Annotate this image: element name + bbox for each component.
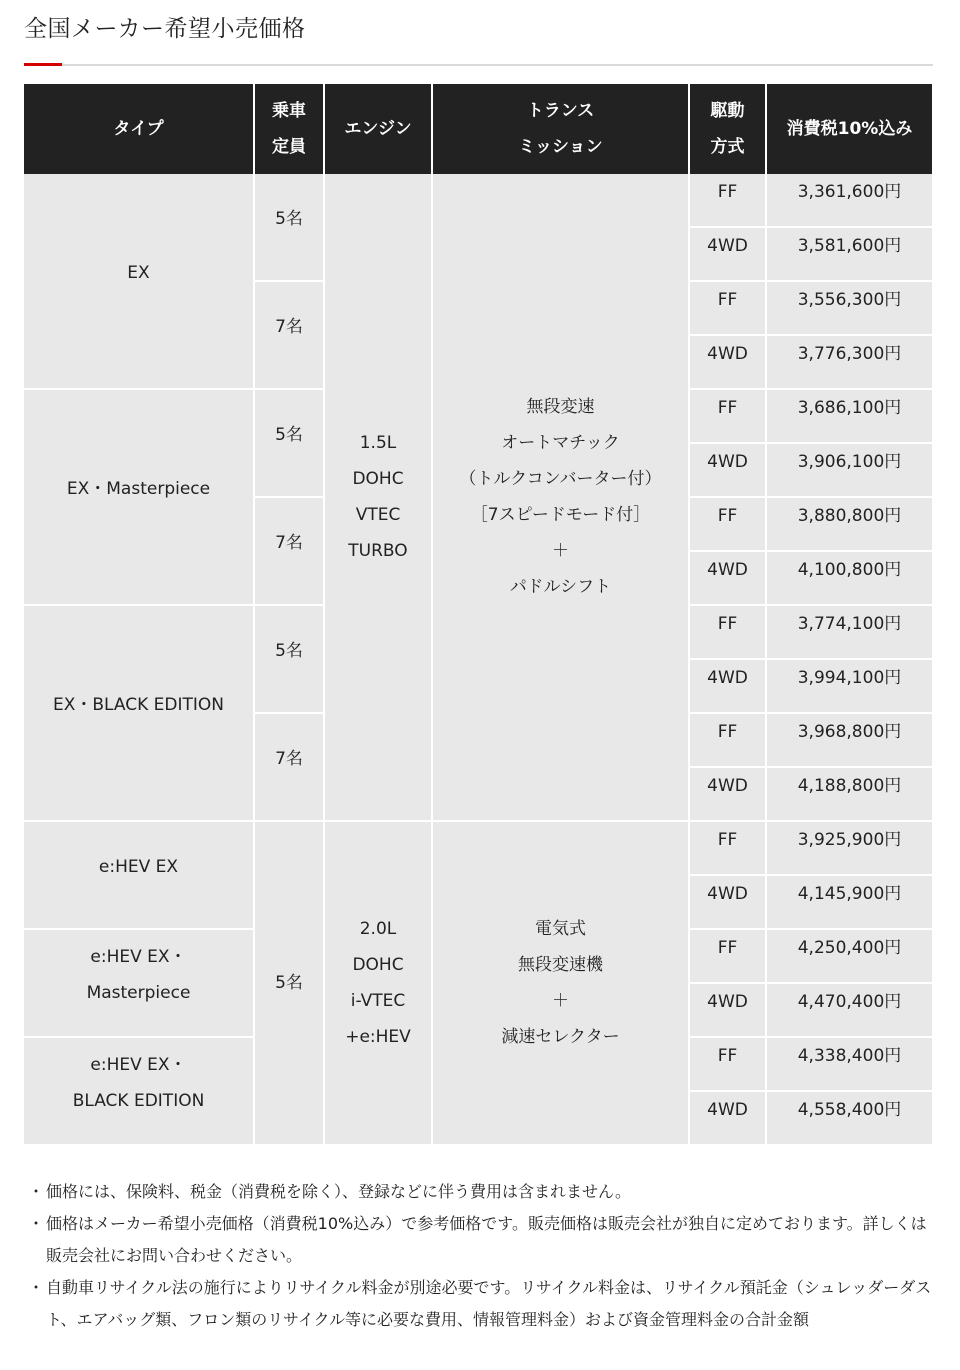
price-cell: 4,188,800円 [767,768,932,822]
drive-cell: 4WD [690,228,767,282]
price-cell: 3,774,100円 [767,606,932,660]
drive-cell: FF [690,822,767,876]
drive-cell: 4WD [690,984,767,1038]
drive-cell: 4WD [690,876,767,930]
seats-cell: 5名 [255,606,325,714]
engine-cell: 2.0L DOHC i-VTEC +e:HEV [325,822,433,1146]
bullet-icon: ・ [28,1214,45,1233]
price-cell: 3,968,800円 [767,714,932,768]
seats-cell: 7名 [255,282,325,390]
price-cell: 3,925,900円 [767,822,932,876]
notes-list [24,1176,934,1336]
header-price: 消費税10%込み [767,84,932,174]
seats-cell: 5名 [255,174,325,282]
type-cell: EX [24,174,255,390]
price-cell: 4,338,400円 [767,1038,932,1092]
bullet-icon: ・ [28,1182,45,1201]
price-cell: 3,581,600円 [767,228,932,282]
type-cell: e:HEV EX・ BLACK EDITION [24,1038,255,1146]
price-cell: 4,250,400円 [767,930,932,984]
header-transmission: トランス ミッション [433,84,690,174]
drive-cell: FF [690,174,767,228]
drive-cell: FF [690,390,767,444]
list-item [24,1176,934,1208]
drive-cell: FF [690,930,767,984]
drive-cell: 4WD [690,660,767,714]
drive-cell: FF [690,282,767,336]
type-cell: e:HEV EX [24,822,255,930]
bullet-icon: ・ [28,1278,45,1297]
title-accent-bar [24,63,62,66]
price-cell: 3,686,100円 [767,390,932,444]
list-item [24,1272,934,1336]
drive-cell: FF [690,498,767,552]
price-cell: 3,994,100円 [767,660,932,714]
header-type: タイプ [24,84,255,174]
price-cell: 4,470,400円 [767,984,932,1038]
transmission-cell: 無段変速 オートマチック （トルクコンバーター付） ［7スピードモード付］ ＋ パドルシフト [433,174,690,822]
header-seats: 乗車 定員 [255,84,325,174]
type-cell: EX・Masterpiece [24,390,255,606]
table-row [24,174,932,228]
drive-cell: FF [690,606,767,660]
price-cell: 4,100,800円 [767,552,932,606]
price-cell: 4,558,400円 [767,1092,932,1146]
header-engine: エンジン [325,84,433,174]
seats-cell: 7名 [255,498,325,606]
seats-cell: 5名 [255,390,325,498]
note-text: 価格には、保険料、税金（消費税を除く）、登録などに伴う費用は含まれません。 [46,1182,631,1201]
note-text: 自動車リサイクル法の施行によりリサイクル料金が別途必要です。リサイクル料金は、リサイクル預託金（シュレッダーダスト、エアバッグ類、フロン類のリサイクル等に必要な費用、情報管理料金）および資金管理料金の合計金額 [46,1278,932,1329]
price-cell: 3,880,800円 [767,498,932,552]
drive-cell: 4WD [690,1092,767,1146]
drive-cell: 4WD [690,336,767,390]
drive-cell: 4WD [690,552,767,606]
header-drive: 駆動 方式 [690,84,767,174]
drive-cell: FF [690,714,767,768]
drive-cell: 4WD [690,444,767,498]
list-item [24,1208,934,1272]
table-row [24,822,932,876]
transmission-cell: 電気式 無段変速機 ＋ 減速セレクター [433,822,690,1146]
title-divider [24,64,933,66]
seats-cell: 5名 [255,822,325,1146]
price-cell: 3,361,600円 [767,174,932,228]
engine-cell: 1.5L DOHC VTEC TURBO [325,174,433,822]
type-cell: EX・BLACK EDITION [24,606,255,822]
page-title: 全国メーカー希望小売価格 [24,16,306,42]
price-cell: 3,776,300円 [767,336,932,390]
drive-cell: 4WD [690,768,767,822]
note-text: 価格はメーカー希望小売価格（消費税10%込み）で参考価格です。販売価格は販売会社が独自に定めております。詳しくは販売会社にお問い合わせください。 [46,1214,927,1265]
price-cell: 4,145,900円 [767,876,932,930]
price-table [24,84,932,1146]
drive-cell: FF [690,1038,767,1092]
type-cell: e:HEV EX・ Masterpiece [24,930,255,1038]
price-cell: 3,556,300円 [767,282,932,336]
price-cell: 3,906,100円 [767,444,932,498]
table-header-row [24,84,932,174]
seats-cell: 7名 [255,714,325,822]
